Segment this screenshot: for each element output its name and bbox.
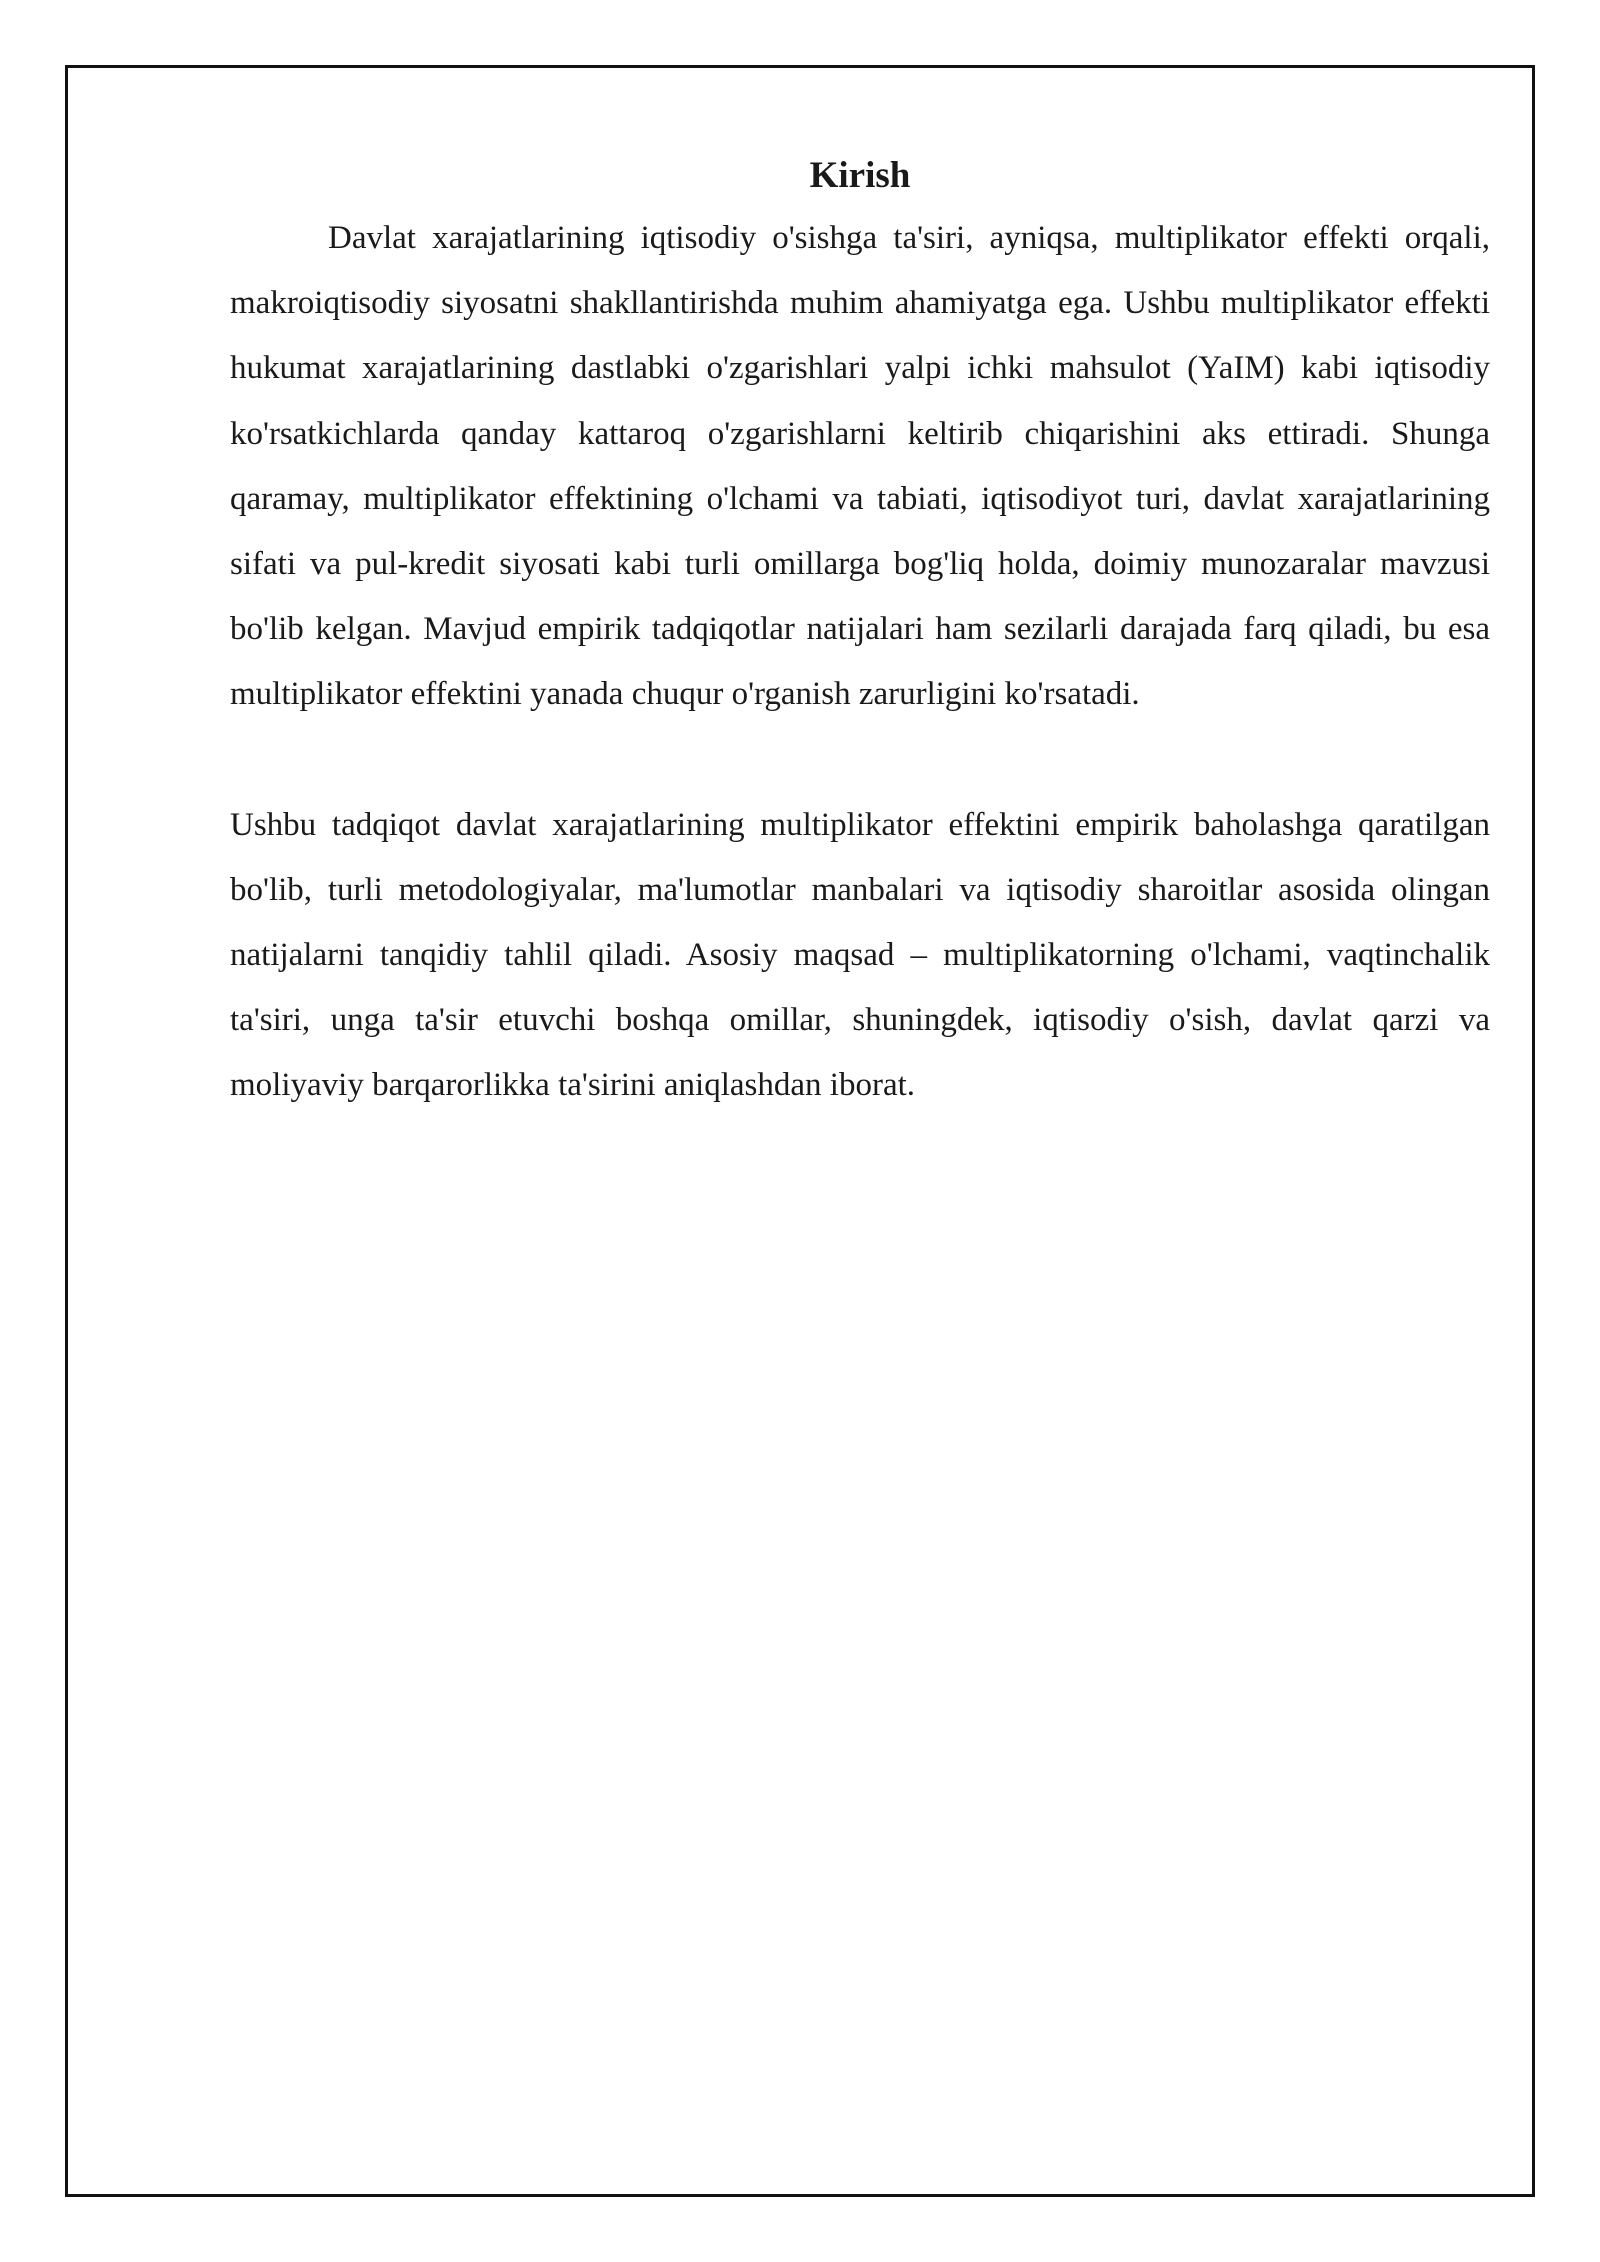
section-title: Kirish bbox=[809, 155, 911, 196]
paragraph-introduction: Davlat xarajatlarining iqtisodiy o'sishga ta'siri, ayniqsa, multiplikator effekti orqali, makroiqtisodiy siyosatni shakllantirishda muhim ahamiyatga ega. Ushbu multiplikator effekti hukumat xarajatlarining dastlabki o'zgarishlari yalpi ichki mahsulot (YaIM) kabi iqtisodiy ko'rsatkichlarda qanday kattaroq o'zgarishlarni keltirib chiqarishini aks ettiradi. Shunga qaramay, multiplikator effektining o'lchami va tabiati, iqtisodiyot turi, davlat xarajatlarining sifati va pul-kredit siyosati kabi turli omillarga bog'liq holda, doimiy munozaralar mavzusi bo'lib kelgan. Mavjud empirik tadqiqotlar natijalari ham sezilarli darajada farq qiladi, bu esa multiplikator effektini yanada chuqur o'rganish zarurligini ko'rsatadi. bbox=[230, 220, 1490, 713]
paragraph-spacer bbox=[230, 728, 1490, 793]
document-body bbox=[230, 150, 1490, 1119]
paragraph-research-aim: Ushbu tadqiqot davlat xarajatlarining multiplikator effektini empirik baholashga qaratilgan bo'lib, turli metodologiyalar, ma'lumotlar manbalari va iqtisodiy sharoitlar asosida olingan natijalarni tanqidiy tahlil qiladi. Asosiy maqsad – multiplikatorning o'lchami, vaqtinchalik ta'siri, unga ta'sir etuvchi boshqa omillar, shuningdek, iqtisodiy o'sish, davlat qarzi va moliyaviy barqarorlikka ta'sirini aniqlashdan iborat. bbox=[230, 806, 1490, 1104]
